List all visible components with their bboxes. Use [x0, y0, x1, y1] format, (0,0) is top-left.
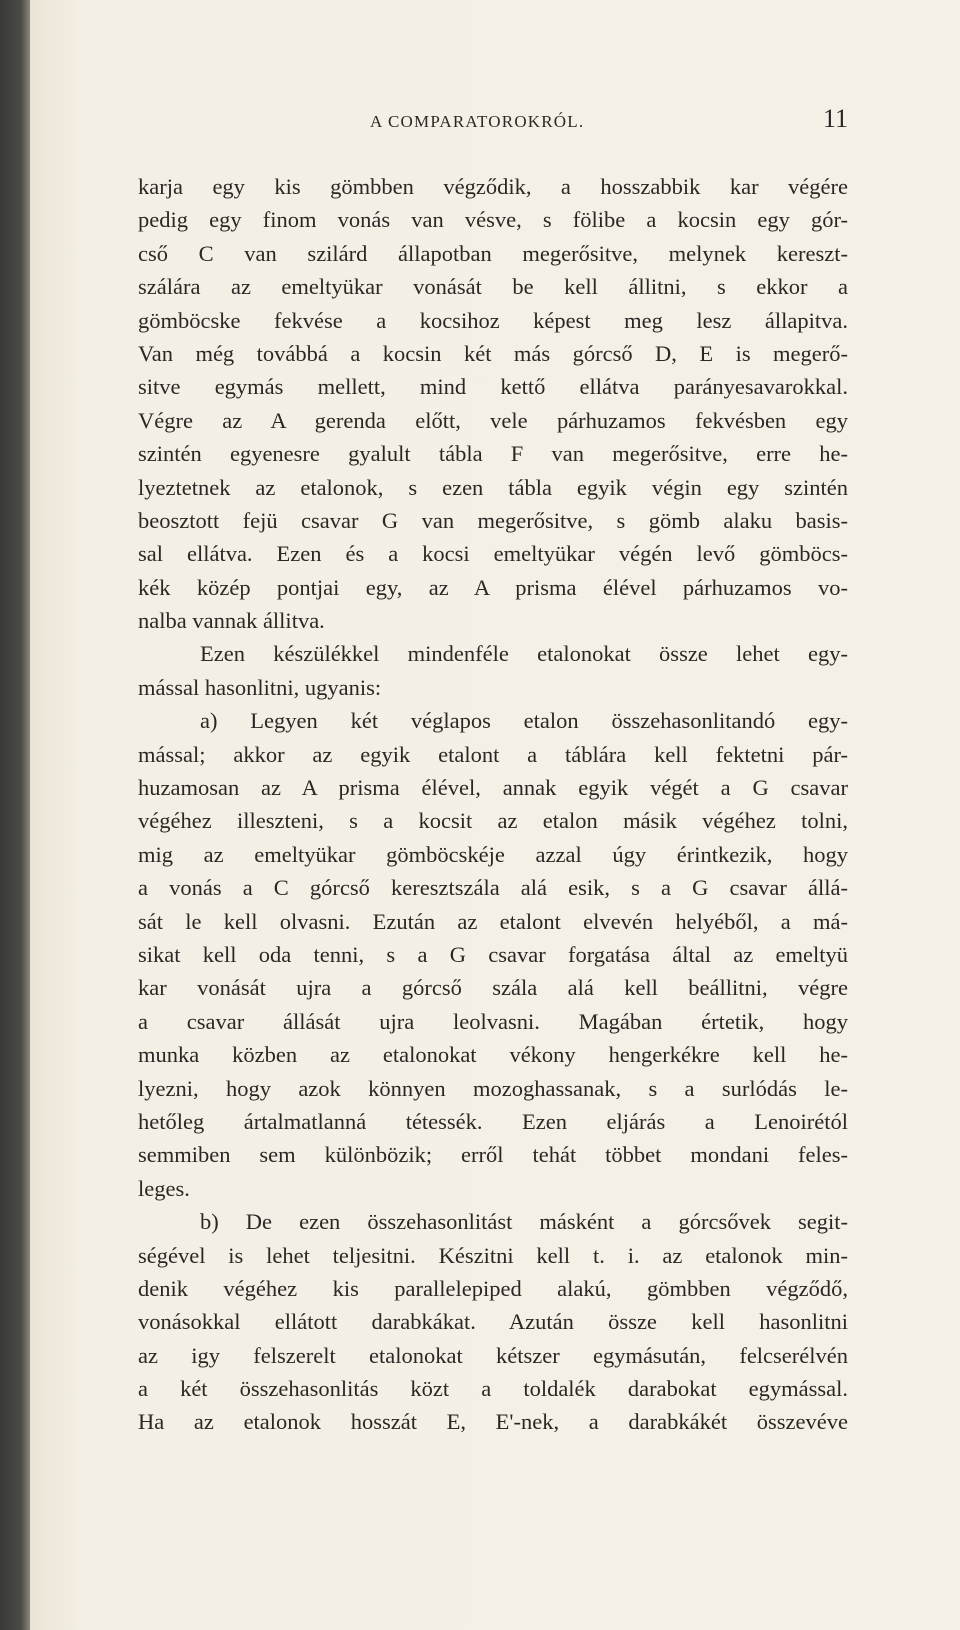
text-line: Végre az A gerenda előtt, vele párhuzamos fekvésben egy: [138, 407, 848, 433]
text-line: mig az emeltyükar gömböcskéje azzal úgy érintkezik, hogy: [138, 841, 848, 867]
page-number: 11: [822, 104, 848, 133]
text-line: kék közép pontjai egy, az A prisma élével párhuzamos vo-: [138, 574, 848, 600]
text-line: pedig egy finom vonás van vésve, s fölibe a kocsin egy gór-: [138, 207, 848, 233]
text-line: a két összehasonlitás közt a toldalék darabokat egymással.: [138, 1376, 848, 1402]
text-line: ségével is lehet teljesitni. Készitni kell t. i. az etalonok min-: [138, 1242, 848, 1268]
running-head: A COMPARATOROKRÓL.: [370, 112, 585, 131]
text-line: sal ellátva. Ezen és a kocsi emeltyükar végén levő gömböcs-: [138, 541, 848, 567]
text-line: szálára az emeltyükar vonását be kell állitni, s ekkor a: [138, 274, 848, 300]
text-line: denik végéhez kis parallelepiped alakú, gömbben végződő,: [138, 1275, 848, 1301]
text-line: hetőleg ártalmatlanná tétessék. Ezen eljárás a Lenoirétól: [138, 1108, 848, 1134]
text-line: lyeztetnek az etalonok, s ezen tábla egyik végin egy szintén: [138, 474, 848, 500]
text-line: sitve egymás mellett, mind kettő ellátva parányesavarokkal.: [138, 374, 848, 400]
text-line: Ezen készülékkel mindenféle etalonokat össze lehet egy-: [200, 641, 848, 667]
text-line: kar vonását ujra a górcső szála alá kell beállitni, végre: [138, 975, 848, 1001]
text-line: a) Legyen két véglapos etalon összehasonlitandó egy-: [200, 708, 848, 734]
text-line: mással hasonlitni, ugyanis:: [138, 674, 382, 700]
text-line: a csavar állását ujra leolvasni. Magában értetik, hogy: [138, 1008, 848, 1034]
text-line: b) De ezen összehasonlitást másként a górcsővek segit-: [200, 1209, 848, 1235]
text-line: vonásokkal ellátott darabkákat. Azután össze kell hasonlitni: [138, 1309, 848, 1335]
text-line: az igy felszerelt etalonokat kétszer egymásután, felcserélvén: [138, 1342, 848, 1368]
text-line: semmiben sem különbözik; erről tehát többet mondani feles-: [138, 1142, 848, 1168]
text-line: lyezni, hogy azok könnyen mozoghassanak, s a surlódás le-: [138, 1075, 848, 1101]
text-line: cső C van szilárd állapotban megerősitve, melynek kereszt-: [138, 240, 848, 266]
text-line: a vonás a C górcső keresztszála alá esik, s a G csavar állá-: [138, 875, 848, 901]
page-header: [138, 104, 848, 134]
text-line: leges.: [138, 1175, 190, 1201]
text-line: sikat kell oda tenni, s a G csavar forgatása által az emeltyü: [138, 941, 848, 967]
body-text: [138, 170, 848, 1439]
text-line: sát le kell olvasni. Ezután az etalont elvevén helyéből, a má-: [138, 908, 848, 934]
text-line: huzamosan az A prisma élével, annak egyik végét a G csavar: [138, 775, 848, 801]
text-line: gömböcske fekvése a kocsihoz képest meg lesz állapitva.: [138, 307, 848, 333]
text-line: Ha az etalonok hosszát E, E'-nek, a darabkákét összevéve: [138, 1409, 848, 1435]
text-line: Van még továbbá a kocsin két más górcső D, E is megerő-: [138, 340, 848, 366]
text-line: beosztott fejü csavar G van megerősitve, s gömb alaku basis-: [138, 507, 848, 533]
text-line: mással; akkor az egyik etalont a táblára kell fektetni pár-: [138, 741, 848, 767]
book-binding-edge: [0, 0, 30, 1630]
text-line: végéhez illeszteni, s a kocsit az etalon másik végéhez tolni,: [138, 808, 848, 834]
text-line: munka közben az etalonokat vékony hengerkékre kell he-: [138, 1042, 848, 1068]
text-line: karja egy kis gömbben végződik, a hosszabbik kar végére: [138, 174, 848, 199]
text-line: nalba vannak állitva.: [138, 608, 325, 634]
text-line: szintén egyenesre gyalult tábla F van megerősitve, erre he-: [138, 441, 848, 467]
